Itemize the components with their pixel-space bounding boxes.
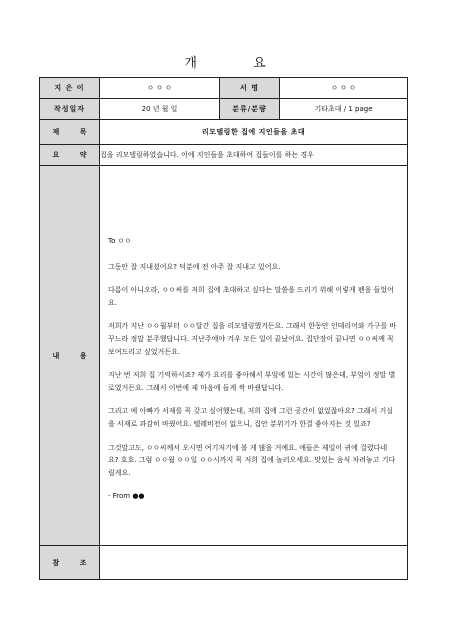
letter-paragraph: 그것말고도, ㅇㅇ씨께서 오시면 여기저기에 볼 게 많을 거예요. 애들은 제일이 귀에 걸렸다네요? 호호. 그럼 ㅇㅇ월 ㅇㅇ일 ㅇㅇ시까지 꼭 저희 집에 놀러오세요. 맛있는 음식 차려놓고 기다릴게요. bbox=[108, 443, 396, 477]
letter-greeting: To ㅇㅇ bbox=[108, 237, 132, 246]
date-row bbox=[40, 99, 408, 120]
reference-value bbox=[100, 546, 408, 580]
letter-body bbox=[100, 197, 407, 503]
reference-row bbox=[40, 546, 408, 580]
author-value: ㅇ ㅇ ㅇ bbox=[100, 78, 220, 99]
category-label: 분류/분량 bbox=[220, 99, 280, 120]
date-value: 20 년 월 일 bbox=[100, 99, 220, 120]
subject-value: 리모델링한 집에 지인들을 초대 bbox=[100, 120, 408, 145]
content-label: 내 용 bbox=[40, 166, 100, 546]
content-cell bbox=[100, 166, 408, 546]
subject-row bbox=[40, 120, 408, 145]
author-row bbox=[40, 78, 408, 99]
summary-label: 요 약 bbox=[40, 145, 100, 166]
date-label: 작성일자 bbox=[40, 99, 100, 120]
summary-value: 집을 리모델링하였습니다. 이에 지인들을 초대하여 집들이를 하는 경우 bbox=[100, 145, 408, 166]
letter-paragraph: 지난 번 저희 집 기억하시죠? 제가 요리를 좋아해서 부엌에 있는 시간이 많은데, 부엌이 정말 별로였거든요. 그래서 이번에 제 마음에 들게 싹 바꿨답니다. bbox=[108, 371, 396, 392]
letter-paragraph: 그동안 잘 지내셨어요? 덕분에 전 아주 잘 지내고 있어요. bbox=[108, 262, 281, 271]
subject-label: 제 목 bbox=[40, 120, 100, 145]
page-title: 개 요 bbox=[184, 56, 292, 71]
signature-label: 서 명 bbox=[220, 78, 280, 99]
content-row bbox=[40, 166, 408, 546]
signature-value: ㅇ ㅇ ㅇ bbox=[280, 78, 408, 99]
letter-closing: - From ●● bbox=[108, 492, 145, 501]
letter-paragraph: 그리고 예 아빠가 서재를 꼭 갖고 싶어했는데, 저희 집에 그런 공간이 없었잖아요? 그래서 거실을 서재로 과감히 바꿨어요. 텔레비전이 없으니, 집안 분위기가 한결 좋아지는 것 있죠? bbox=[108, 407, 394, 428]
author-label: 지 은 이 bbox=[40, 78, 100, 99]
reference-label: 참 조 bbox=[40, 546, 100, 580]
category-value: 기타초대 / 1 page bbox=[280, 99, 408, 120]
overview-form bbox=[39, 77, 408, 580]
letter-paragraph: 다름이 아니오라, ㅇㅇ씨를 저희 집에 초대하고 싶다는 말씀을 드리기 위해 이렇게 펜을 들었어요. bbox=[108, 286, 394, 307]
summary-row bbox=[40, 145, 408, 166]
letter-paragraph: 저희가 지난 ㅇㅇ월부터 ㅇㅇ달간 집을 리모델링했거든요. 그래서 한동안 인테리어와 가구를 바꾸느라 정말 분주했답니다. 지난주에야 겨우 모든 일이 끝났어요. 집단장이 끝나면 ㅇㅇ씨께 꼭 보여드리고 싶었거든요. bbox=[108, 322, 397, 356]
